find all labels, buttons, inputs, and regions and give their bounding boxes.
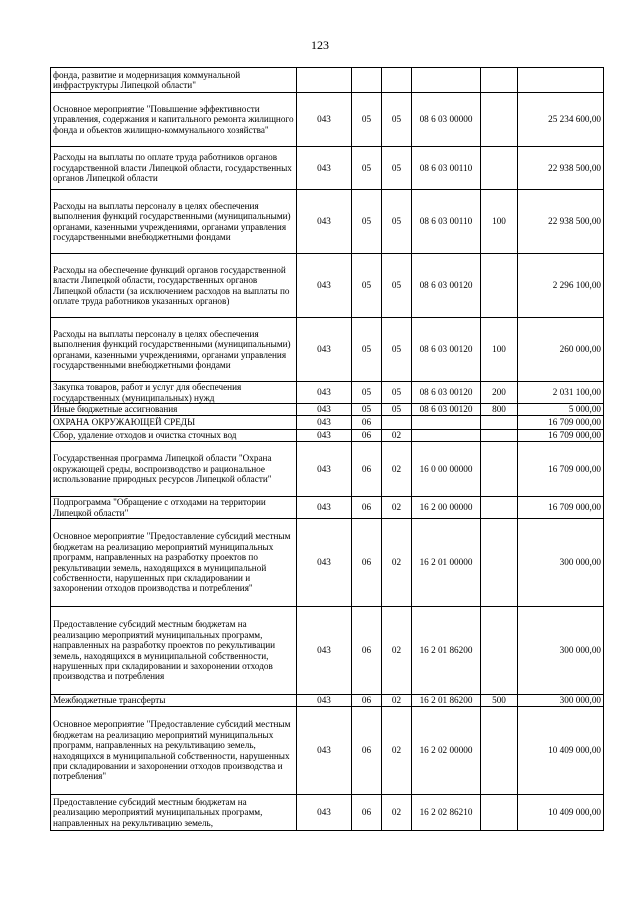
budget-table <box>50 67 604 831</box>
table-row <box>51 190 604 254</box>
subsection-cell <box>382 416 412 430</box>
expense-type-cell: 100 <box>481 318 518 382</box>
subsection-cell: 05 <box>382 318 412 382</box>
table-row <box>51 442 604 497</box>
subsection-cell: 02 <box>382 442 412 497</box>
target-article-cell <box>412 68 481 93</box>
admin-code-cell: 043 <box>297 695 352 707</box>
admin-code-cell: 043 <box>297 519 352 607</box>
subsection-cell: 02 <box>382 519 412 607</box>
admin-code-cell: 043 <box>297 404 352 416</box>
section-cell: 05 <box>352 404 382 416</box>
item-name-cell: Межбюджетные трансферты <box>51 695 297 707</box>
item-name-cell: Закупка товаров, работ и услуг для обеспечения государственных (муниципальных) нужд <box>51 382 297 404</box>
target-article-cell: 08 6 03 00120 <box>412 254 481 318</box>
table-row <box>51 707 604 795</box>
target-article-cell <box>412 430 481 442</box>
section-cell: 05 <box>352 190 382 254</box>
admin-code-cell: 043 <box>297 430 352 442</box>
amount-cell: 5 000,00 <box>518 404 604 416</box>
item-name-cell: Предоставление субсидий местным бюджетам на реализацию мероприятий муниципальных программ, направленных на разработку проектов по рекультивации земель, находящихся в муниципальной собственности, нарушенных при складировании и захоронении отходов производства и потребления <box>51 607 297 695</box>
page-number: 123 <box>311 38 329 52</box>
expense-type-cell <box>481 607 518 695</box>
target-article-cell: 16 2 00 00000 <box>412 497 481 519</box>
section-cell <box>352 68 382 93</box>
target-article-cell: 16 0 00 00000 <box>412 442 481 497</box>
amount-cell: 2 031 100,00 <box>518 382 604 404</box>
target-article-cell: 08 6 03 00000 <box>412 93 481 147</box>
subsection-cell: 02 <box>382 695 412 707</box>
item-name-cell: Основное мероприятие "Предоставление субсидий местным бюджетам на реализацию мероприятий муниципальных программ, направленных на разработку проектов по рекультивации земель, находящихся в муниципальной собственности, нарушенных при складировании и захоронении отходов производства и потребления" <box>51 519 297 607</box>
table-row <box>51 607 604 695</box>
section-cell: 06 <box>352 607 382 695</box>
amount-cell: 22 938 500,00 <box>518 190 604 254</box>
expense-type-cell <box>481 497 518 519</box>
amount-cell: 25 234 600,00 <box>518 93 604 147</box>
subsection-cell: 05 <box>382 93 412 147</box>
section-cell: 06 <box>352 795 382 831</box>
subsection-cell: 05 <box>382 147 412 190</box>
expense-type-cell <box>481 416 518 430</box>
table-row <box>51 68 604 93</box>
table-row <box>51 795 604 831</box>
subsection-cell: 05 <box>382 190 412 254</box>
expense-type-cell: 500 <box>481 695 518 707</box>
section-cell: 06 <box>352 497 382 519</box>
table-row <box>51 404 604 416</box>
section-cell: 05 <box>352 318 382 382</box>
table-row <box>51 318 604 382</box>
target-article-cell <box>412 416 481 430</box>
item-name-cell: Иные бюджетные ассигнования <box>51 404 297 416</box>
section-cell: 06 <box>352 695 382 707</box>
amount-cell: 16 709 000,00 <box>518 497 604 519</box>
target-article-cell: 08 6 03 00110 <box>412 147 481 190</box>
amount-cell: 22 938 500,00 <box>518 147 604 190</box>
expense-type-cell <box>481 147 518 190</box>
target-article-cell: 16 2 01 86200 <box>412 607 481 695</box>
amount-cell: 2 296 100,00 <box>518 254 604 318</box>
target-article-cell: 16 2 01 00000 <box>412 519 481 607</box>
expense-type-cell <box>481 519 518 607</box>
target-article-cell: 16 2 02 00000 <box>412 707 481 795</box>
expense-type-cell <box>481 795 518 831</box>
target-article-cell: 16 2 02 86210 <box>412 795 481 831</box>
admin-code-cell: 043 <box>297 497 352 519</box>
section-cell: 06 <box>352 416 382 430</box>
table-row <box>51 147 604 190</box>
admin-code-cell: 043 <box>297 382 352 404</box>
amount-cell: 300 000,00 <box>518 607 604 695</box>
admin-code-cell: 043 <box>297 442 352 497</box>
section-cell: 05 <box>352 147 382 190</box>
item-name-cell: фонда, развитие и модернизация коммунальной инфраструктуры Липецкой области" <box>51 68 297 93</box>
item-name-cell: Расходы на выплаты персоналу в целях обеспечения выполнения функций государственными (муниципальными) органами, казенными учреждениями, органами управления государственными внебюджетными фондами <box>51 190 297 254</box>
table-row <box>51 430 604 442</box>
target-article-cell: 16 2 01 86200 <box>412 695 481 707</box>
table-row <box>51 695 604 707</box>
subsection-cell: 02 <box>382 430 412 442</box>
amount-cell: 300 000,00 <box>518 695 604 707</box>
subsection-cell: 02 <box>382 497 412 519</box>
admin-code-cell: 043 <box>297 795 352 831</box>
expense-type-cell <box>481 442 518 497</box>
expense-type-cell: 100 <box>481 190 518 254</box>
item-name-cell: ОХРАНА ОКРУЖАЮЩЕЙ СРЕДЫ <box>51 416 297 430</box>
admin-code-cell: 043 <box>297 254 352 318</box>
amount-cell: 300 000,00 <box>518 519 604 607</box>
section-cell: 06 <box>352 707 382 795</box>
section-cell: 05 <box>352 382 382 404</box>
section-cell: 05 <box>352 93 382 147</box>
table-row <box>51 416 604 430</box>
section-cell: 05 <box>352 254 382 318</box>
item-name-cell: Основное мероприятие "Повышение эффективности управления, содержания и капитального ремонта жилищного фонда и объектов жилищно-коммунального хозяйства" <box>51 93 297 147</box>
expense-type-cell: 800 <box>481 404 518 416</box>
amount-cell <box>518 68 604 93</box>
item-name-cell: Подпрограмма "Обращение с отходами на территории Липецкой области" <box>51 497 297 519</box>
table-row <box>51 254 604 318</box>
admin-code-cell: 043 <box>297 318 352 382</box>
target-article-cell: 08 6 03 00120 <box>412 404 481 416</box>
section-cell: 06 <box>352 442 382 497</box>
item-name-cell: Расходы на обеспечение функций органов государственной власти Липецкой области, государственных органов Липецкой области (за исключением расходов на выплаты по оплате труда работников указанных органов) <box>51 254 297 318</box>
item-name-cell: Основное мероприятие "Предоставление субсидий местным бюджетам на реализацию мероприятий муниципальных программ, направленных на рекультивацию земель, находящихся в муниципальной собственности, нарушенных при складировании и захоронении отходов производства и потребления" <box>51 707 297 795</box>
admin-code-cell: 043 <box>297 190 352 254</box>
expense-type-cell <box>481 430 518 442</box>
admin-code-cell: 043 <box>297 93 352 147</box>
target-article-cell: 08 6 03 00120 <box>412 318 481 382</box>
item-name-cell: Расходы на выплаты персоналу в целях обеспечения выполнения функций государственными (муниципальными) органами, казенными учреждениями, органами управления государственными внебюджетными фондами <box>51 318 297 382</box>
expense-type-cell <box>481 93 518 147</box>
subsection-cell: 05 <box>382 404 412 416</box>
subsection-cell: 05 <box>382 382 412 404</box>
table-body <box>51 68 604 831</box>
admin-code-cell: 043 <box>297 147 352 190</box>
item-name-cell: Сбор, удаление отходов и очистка сточных вод <box>51 430 297 442</box>
item-name-cell: Государственная программа Липецкой области "Охрана окружающей среды, воспроизводство и рациональное использование природных ресурсов Липецкой области" <box>51 442 297 497</box>
table-row <box>51 519 604 607</box>
subsection-cell: 02 <box>382 707 412 795</box>
subsection-cell: 02 <box>382 607 412 695</box>
amount-cell: 16 709 000,00 <box>518 430 604 442</box>
section-cell: 06 <box>352 519 382 607</box>
table-row <box>51 382 604 404</box>
item-name-cell: Предоставление субсидий местным бюджетам на реализацию мероприятий муниципальных программ, направленных на рекультивацию земель, <box>51 795 297 831</box>
table-row <box>51 497 604 519</box>
target-article-cell: 08 6 03 00120 <box>412 382 481 404</box>
target-article-cell: 08 6 03 00110 <box>412 190 481 254</box>
subsection-cell: 05 <box>382 254 412 318</box>
section-cell: 06 <box>352 430 382 442</box>
admin-code-cell: 043 <box>297 416 352 430</box>
amount-cell: 10 409 000,00 <box>518 707 604 795</box>
amount-cell: 16 709 000,00 <box>518 416 604 430</box>
expense-type-cell: 200 <box>481 382 518 404</box>
subsection-cell <box>382 68 412 93</box>
expense-type-cell <box>481 254 518 318</box>
admin-code-cell <box>297 68 352 93</box>
amount-cell: 260 000,00 <box>518 318 604 382</box>
admin-code-cell: 043 <box>297 607 352 695</box>
admin-code-cell: 043 <box>297 707 352 795</box>
expense-type-cell <box>481 707 518 795</box>
expense-type-cell <box>481 68 518 93</box>
amount-cell: 16 709 000,00 <box>518 442 604 497</box>
item-name-cell: Расходы на выплаты по оплате труда работников органов государственной власти Липецкой области, государственных органов Липецкой области <box>51 147 297 190</box>
table-row <box>51 93 604 147</box>
amount-cell: 10 409 000,00 <box>518 795 604 831</box>
subsection-cell: 02 <box>382 795 412 831</box>
